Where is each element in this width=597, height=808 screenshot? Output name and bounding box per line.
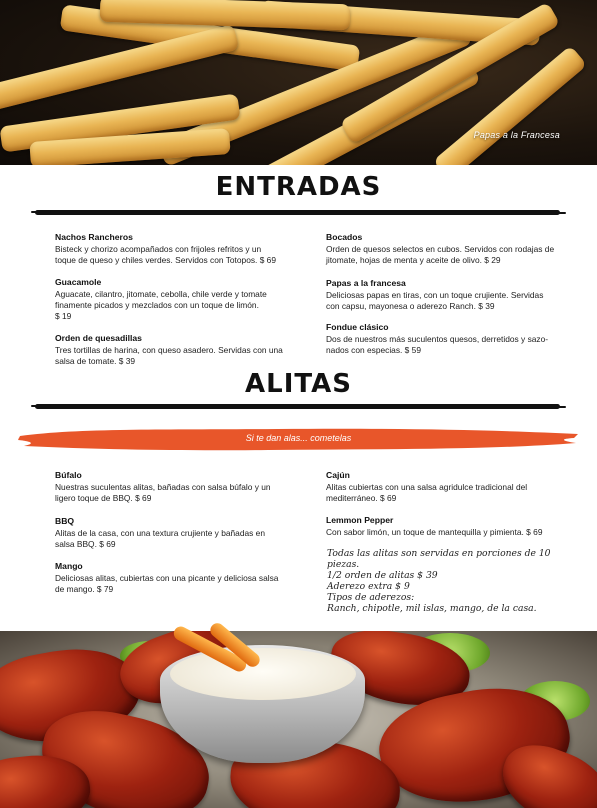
- item-name: Cajún: [326, 470, 350, 480]
- menu-item-mango: [55, 561, 295, 595]
- menu-item-fondue: [326, 322, 566, 356]
- item-desc: mediterráneo. $ 69: [326, 493, 397, 503]
- item-desc: con capsu, mayonesa o aderezo Ranch. $ 39: [326, 301, 495, 311]
- note-line: Todas las alitas son servidas en porciones de 10: [327, 548, 551, 559]
- item-desc: de mango. $ 79: [55, 584, 114, 594]
- note-line: Aderezo extra $ 9: [327, 581, 410, 592]
- menu-item-nachos: [55, 232, 295, 266]
- note-line: Tipos de aderezos:: [327, 592, 415, 603]
- item-desc: toque de queso y chiles verdes. Servidos con Totopos. $ 69: [55, 255, 276, 265]
- item-desc: Bisteck y chorizo acompañados con frijoles refritos y un: [55, 244, 262, 254]
- item-desc: Alitas cubiertas con una salsa agridulce tradicional del: [326, 482, 528, 492]
- section-title-alitas: ALITAS: [245, 369, 352, 399]
- item-desc: Dos de nuestros más suculentos quesos, derretidos y sazo-: [326, 334, 549, 344]
- menu-item-bocados: [326, 232, 566, 266]
- note-line: 1/2 orden de alitas $ 39: [327, 570, 438, 581]
- item-name: Nachos Rancheros: [55, 232, 133, 242]
- banner-slogan: Si te dan alas... cometelas: [245, 433, 352, 443]
- section-title-entradas: ENTRADAS: [215, 172, 382, 202]
- menu-item-cajun: [326, 470, 566, 504]
- item-desc: Alitas de la casa, con una textura crujiente y bañadas en: [55, 528, 265, 538]
- alitas-footnote: [327, 548, 551, 614]
- item-desc: salsa de tomate. $ 39: [55, 356, 136, 366]
- item-desc: Deliciosas papas en tiras, con un toque crujiente. Servidas: [326, 290, 544, 300]
- item-desc: ligero toque de BBQ. $ 69: [55, 493, 152, 503]
- photo-caption: Papas a la Francesa: [473, 130, 560, 140]
- item-desc: Tres tortillas de harina, con queso asadero. Servidas con una: [55, 345, 283, 355]
- item-name: BBQ: [55, 516, 75, 526]
- item-desc: Aguacate, cilantro, jitomate, cebolla, chile verde y tomate: [55, 289, 267, 299]
- menu-item-quesadillas: [55, 333, 295, 367]
- note-line: piezas.: [327, 559, 360, 570]
- ranch-dip: [170, 648, 356, 700]
- item-desc: Orden de quesos selectos en cubos. Servidos con rodajas de: [326, 244, 555, 254]
- menu-item-guacamole: [55, 277, 295, 322]
- item-name: Bocados: [326, 232, 363, 242]
- section-divider: [35, 404, 560, 409]
- item-name: Mango: [55, 561, 83, 571]
- section-divider: [35, 210, 560, 215]
- item-name: Papas a la francesa: [326, 278, 406, 288]
- item-desc: jitomate, hojas de menta y aceite de olivo. $ 29: [326, 255, 501, 265]
- item-desc: nados con especias. $ 59: [326, 345, 421, 355]
- item-desc: finamente picados y mezclados con un toque de limón.: [55, 300, 259, 310]
- item-desc: Nuestras suculentas alitas, bañadas con salsa búfalo y un: [55, 482, 271, 492]
- item-desc: Con sabor limón, un toque de mantequilla y pimienta. $ 69: [326, 527, 543, 537]
- item-name: Guacamole: [55, 277, 102, 287]
- fries-photo: [0, 0, 597, 165]
- menu-item-bbq: [55, 516, 295, 550]
- menu-item-lemmon-pepper: [326, 515, 576, 538]
- menu-item-bufalo: [55, 470, 295, 504]
- item-name: Orden de quesadillas: [55, 333, 142, 343]
- menu-item-papas: [326, 278, 566, 312]
- item-desc: Deliciosas alitas, cubiertas con una picante y deliciosa salsa: [55, 573, 279, 583]
- item-name: Lemmon Pepper: [326, 515, 394, 525]
- item-desc: $ 19: [55, 311, 72, 321]
- item-desc: salsa BBQ. $ 69: [55, 539, 116, 549]
- item-name: Fondue clásico: [326, 322, 389, 332]
- note-line: Ranch, chipotle, mil islas, mango, de la casa.: [327, 603, 537, 614]
- item-name: Búfalo: [55, 470, 82, 480]
